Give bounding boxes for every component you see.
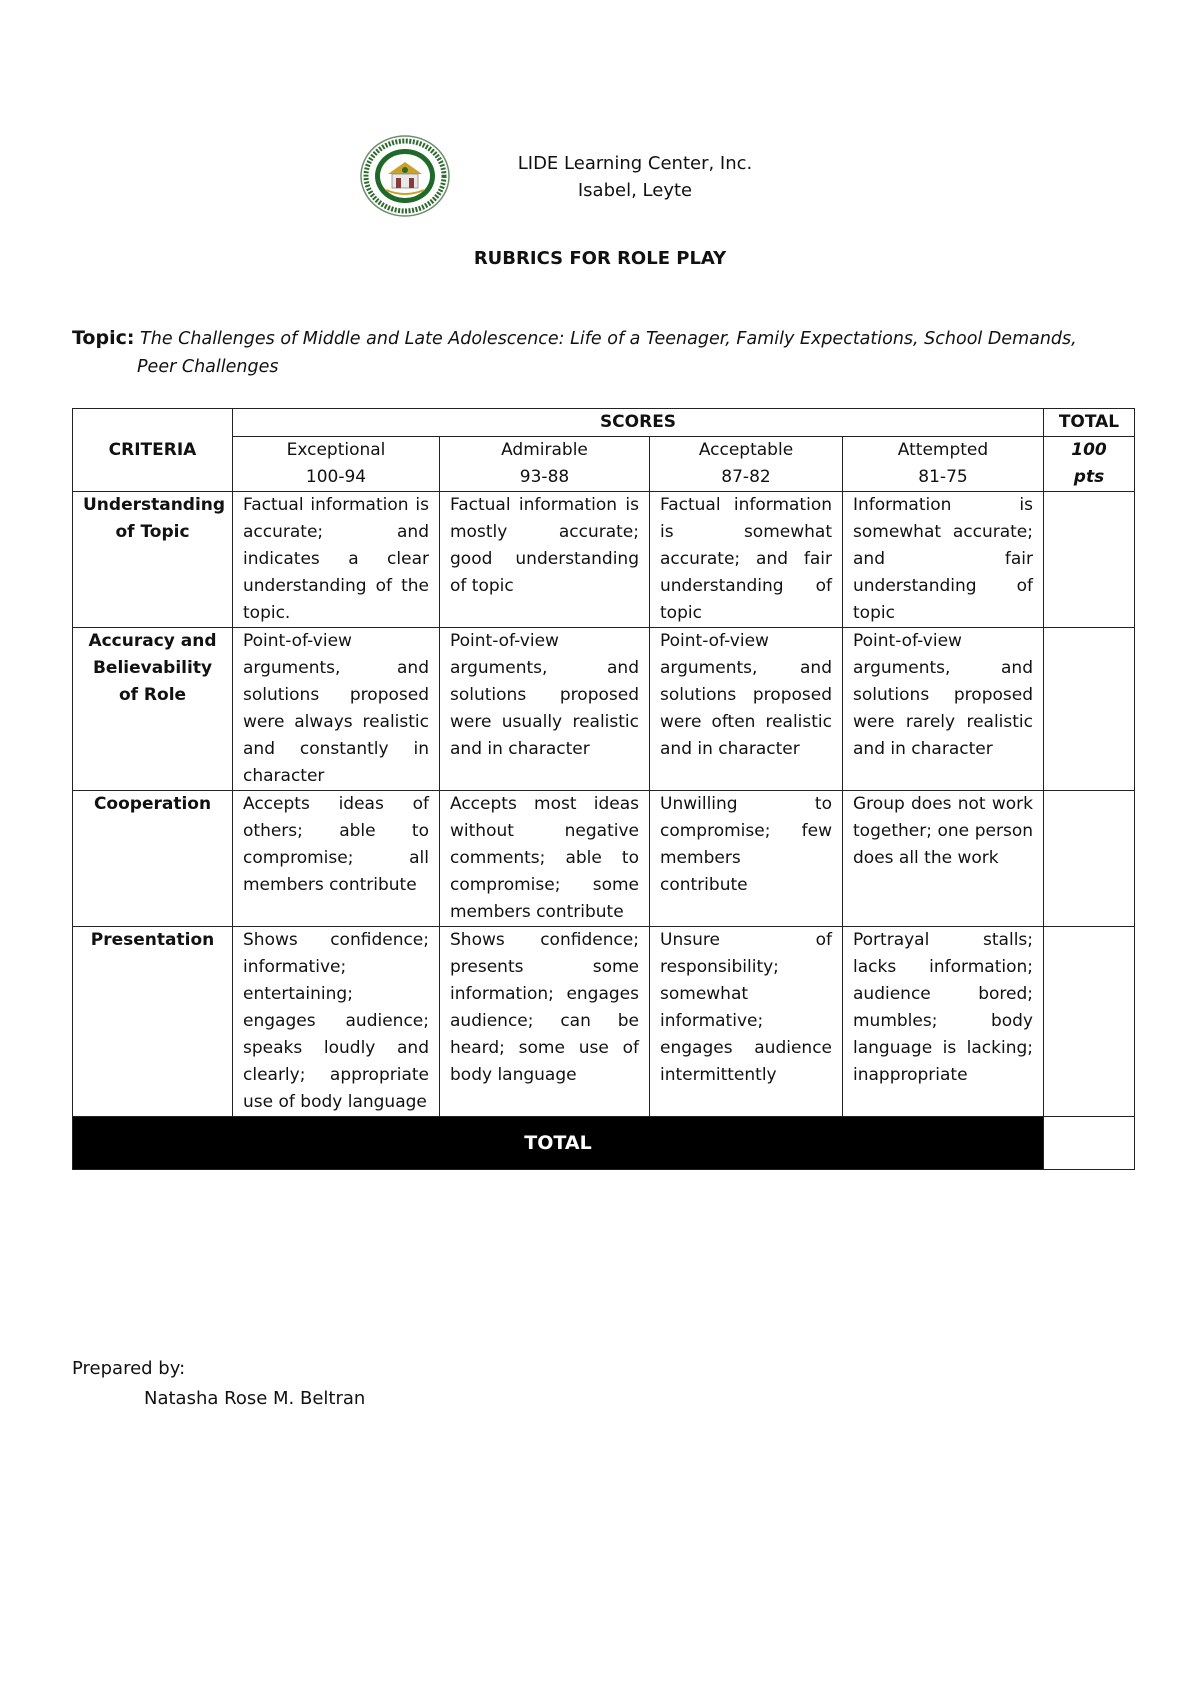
school-name: LIDE Learning Center, Inc.: [517, 153, 753, 174]
total-input-cell[interactable]: [1044, 927, 1135, 1117]
prepared-by-block: [72, 1354, 365, 1414]
level-name: Attempted: [897, 440, 989, 460]
school-info: [480, 150, 790, 204]
level-name: Exceptional: [286, 440, 386, 460]
criterion-cell: Presentation: [73, 927, 233, 1117]
score-cell: Unsure of responsibility; somewhat informative; engages audience intermittently: [650, 927, 843, 1117]
header-row-1: [73, 409, 1135, 437]
score-cell: Group does not work together; one person does all the work: [843, 791, 1044, 927]
grand-total-input-cell[interactable]: [1044, 1117, 1135, 1170]
criterion-cell: Accuracy and Believability of Role: [73, 628, 233, 791]
table-row: [73, 927, 1135, 1117]
score-cell: Factual information is somewhat accurate; and fair understanding of topic: [650, 492, 843, 628]
scores-header: SCORES: [233, 409, 1044, 437]
topic-label: Topic:: [72, 327, 135, 349]
level-range: 81-75: [918, 467, 968, 487]
topic-text-continued: Peer Challenges: [137, 357, 279, 377]
score-cell: Point-of-view arguments, and solutions proposed were often realistic and in character: [650, 628, 843, 791]
table-row: [73, 791, 1135, 927]
school-location: Isabel, Leyte: [577, 180, 693, 201]
criterion-cell: Cooperation: [73, 791, 233, 927]
level-attempted: [843, 437, 1044, 492]
total-points-value: 100: [1071, 440, 1107, 460]
topic-line: [72, 324, 1132, 381]
level-range: 87-82: [721, 467, 771, 487]
score-cell: Point-of-view arguments, and solutions proposed were always realistic and constantly in character: [233, 628, 440, 791]
score-cell: Accepts ideas of others; able to compromise; all members contribute: [233, 791, 440, 927]
score-cell: Accepts most ideas without negative comments; able to compromise; some members contribute: [440, 791, 650, 927]
score-cell: Portrayal stalls; lacks information; audience bored; mumbles; body language is lacking; inappropriate: [843, 927, 1044, 1117]
total-row-label: TOTAL: [73, 1117, 1044, 1170]
total-points-unit: pts: [1073, 467, 1105, 487]
level-name: Admirable: [501, 440, 588, 460]
score-cell: Point-of-view arguments, and solutions proposed were rarely realistic and in character: [843, 628, 1044, 791]
score-cell: Shows confidence; informative; entertaining; engages audience; speaks loudly and clearly; appropriate use of body language: [233, 927, 440, 1117]
document-title: RUBRICS FOR ROLE PLAY: [473, 248, 727, 269]
total-header: TOTAL: [1044, 409, 1135, 437]
level-range: 93-88: [519, 467, 570, 487]
preparer-name: Natasha Rose M. Beltran: [144, 1388, 366, 1409]
total-points: [1044, 437, 1135, 492]
score-cell: Information is somewhat accurate; and fair understanding of topic: [843, 492, 1044, 628]
table-row: [73, 628, 1135, 791]
total-input-cell[interactable]: [1044, 492, 1135, 628]
score-cell: Factual information is mostly accurate; good understanding of topic: [440, 492, 650, 628]
criterion-cell: Understanding of Topic: [73, 492, 233, 628]
level-range: 100-94: [305, 467, 367, 487]
score-cell: Unwilling to compromise; few members contribute: [650, 791, 843, 927]
prepared-by-label: Prepared by:: [72, 1358, 186, 1379]
level-exceptional: [233, 437, 440, 492]
school-seal-logo: [360, 134, 450, 218]
total-row: [73, 1117, 1135, 1170]
score-cell: Shows confidence; presents some information; engages audience; can be heard; some use of body language: [440, 927, 650, 1117]
total-input-cell[interactable]: [1044, 628, 1135, 791]
score-cell: Point-of-view arguments, and solutions proposed were usually realistic and in character: [440, 628, 650, 791]
topic-text: The Challenges of Middle and Late Adolescence: Life of a Teenager, Family Expectations, School Demands,: [140, 329, 1077, 349]
criteria-header: CRITERIA: [73, 409, 233, 492]
table-row: [73, 492, 1135, 628]
letterhead: [360, 134, 840, 224]
header-row-2: [73, 437, 1135, 492]
score-cell: Factual information is accurate; and indicates a clear understanding of the topic.: [233, 492, 440, 628]
total-input-cell[interactable]: [1044, 791, 1135, 927]
level-acceptable: [650, 437, 843, 492]
level-admirable: [440, 437, 650, 492]
level-name: Acceptable: [698, 440, 794, 460]
rubric-table: [72, 408, 1135, 1170]
